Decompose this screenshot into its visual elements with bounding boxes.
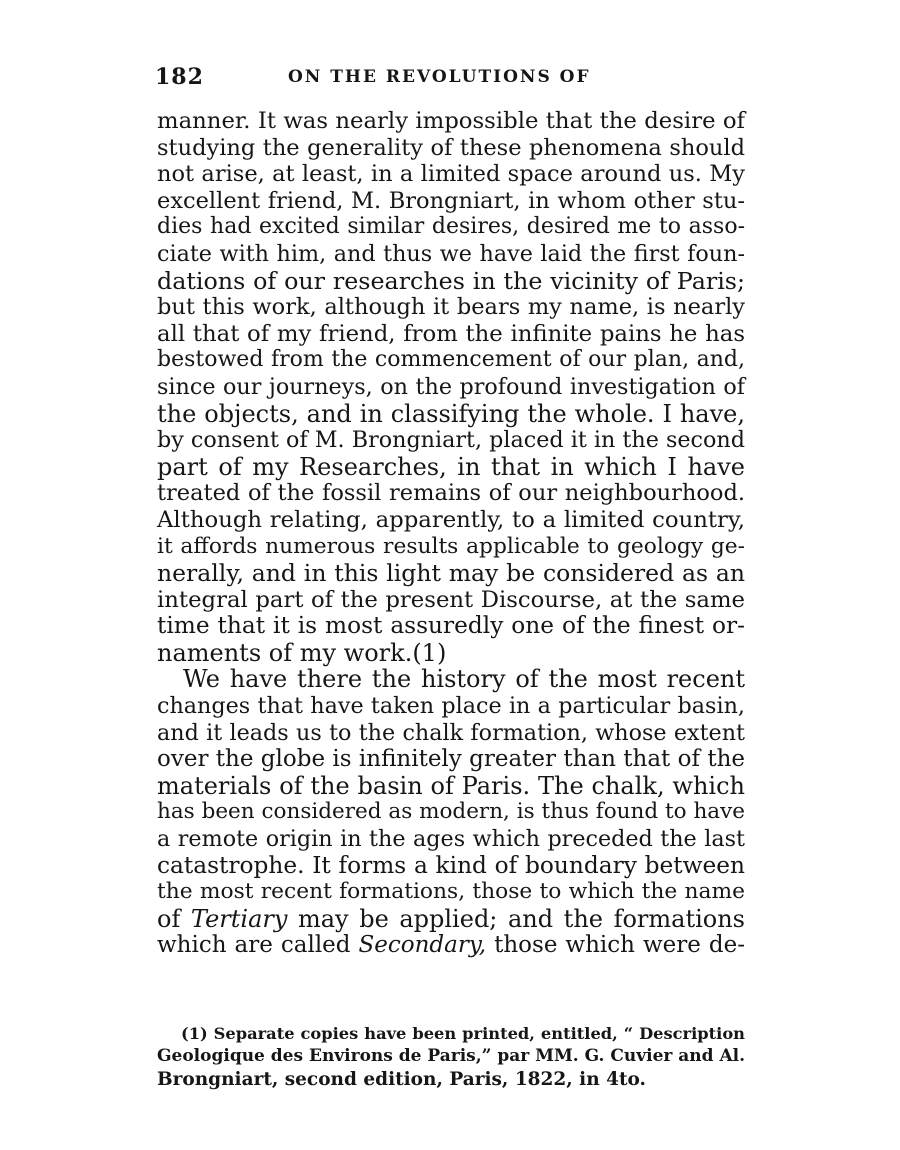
text-line: a remote origin in the ages which preceded the last <box>157 826 745 853</box>
line-text-before: of <box>157 904 191 933</box>
running-head <box>155 62 745 92</box>
text-line: dies had excited similar desires, desired me to asso- <box>157 214 745 240</box>
paragraph-start-line: We have there the history of the most recent <box>183 665 745 694</box>
text-line: all that of my friend, from the infinite pains he has <box>157 320 745 347</box>
text-line: has been considered as modern, is thus found to have <box>157 799 745 825</box>
text-line: changes that have taken place in a particular basin, <box>157 693 745 720</box>
text-line: manner. It was nearly impossible that the desire of <box>157 108 745 134</box>
text-line: catastrophe. It forms a kind of boundary between <box>157 851 745 879</box>
text-line: part of my Researches, in that in which I have <box>157 452 745 481</box>
text-line: excellent friend, M. Brongniart, in whom other stu- <box>157 187 745 214</box>
text-line: nerally, and in this light may be considered as an <box>157 559 745 588</box>
text-line: integral part of the present Discourse, at the same <box>157 586 745 613</box>
page-number: 182 <box>155 64 204 90</box>
footnote-line: Brongniart, second edition, Paris, 1822, in 4to. <box>157 1069 646 1090</box>
body-text <box>157 108 745 959</box>
footnote <box>157 1022 745 1091</box>
running-title: ON THE REVOLUTIONS OF <box>288 67 591 87</box>
text-line: the most recent formations, those to which the name <box>157 879 745 905</box>
text-line: Although relating, apparently, to a limited country, <box>157 506 745 533</box>
text-line: treated of the fossil remains of our neighbourhood. <box>157 480 745 507</box>
text-line-tertiary <box>157 906 745 933</box>
text-line-secondary <box>157 932 745 959</box>
emphasis-secondary: Secondary, <box>358 932 487 959</box>
text-line: it affords numerous results applicable to geology ge- <box>157 533 745 559</box>
line-text-before: which are called <box>157 932 359 959</box>
text-line: over the globe is infinitely greater than that of the <box>157 746 745 773</box>
line-text-after: those which were de- <box>486 932 745 959</box>
text-line: by consent of M. Brongniart, placed it in the second <box>157 427 745 454</box>
text-line: but this work, although it bears my name, is nearly <box>157 294 745 321</box>
emphasis-tertiary: Tertiary <box>190 904 288 933</box>
text-line: materials of the basin of Paris. The chalk, which <box>157 771 745 800</box>
text-line: since our journeys, on the profound investigation of <box>157 373 745 400</box>
footnote-reference-line: naments of my work.(1) <box>157 638 447 667</box>
text-line: studying the generality of these phenomena should <box>157 134 745 161</box>
text-line: not arise, at least, in a limited space around us. My <box>157 161 745 188</box>
footnote-line: Geologique des Environs de Paris,” par MM. G. Cuvier and Al. <box>157 1046 746 1066</box>
text-line: dations of our researches in the vicinity of Paris; <box>157 266 745 295</box>
line-text-after: may be applied; and the formations <box>287 904 745 933</box>
text-line: the objects, and in classifying the whole. I have, <box>157 399 745 428</box>
text-line: and it leads us to the chalk formation, whose extent <box>157 719 745 746</box>
footnote-line: (1) Separate copies have been printed, entitled, “ Description <box>181 1024 745 1043</box>
text-line: bestowed from the commencement of our plan, and, <box>157 347 745 373</box>
text-line: time that it is most assuredly one of the finest or- <box>157 612 745 640</box>
text-line: ciate with him, and thus we have laid the first foun- <box>157 240 745 267</box>
